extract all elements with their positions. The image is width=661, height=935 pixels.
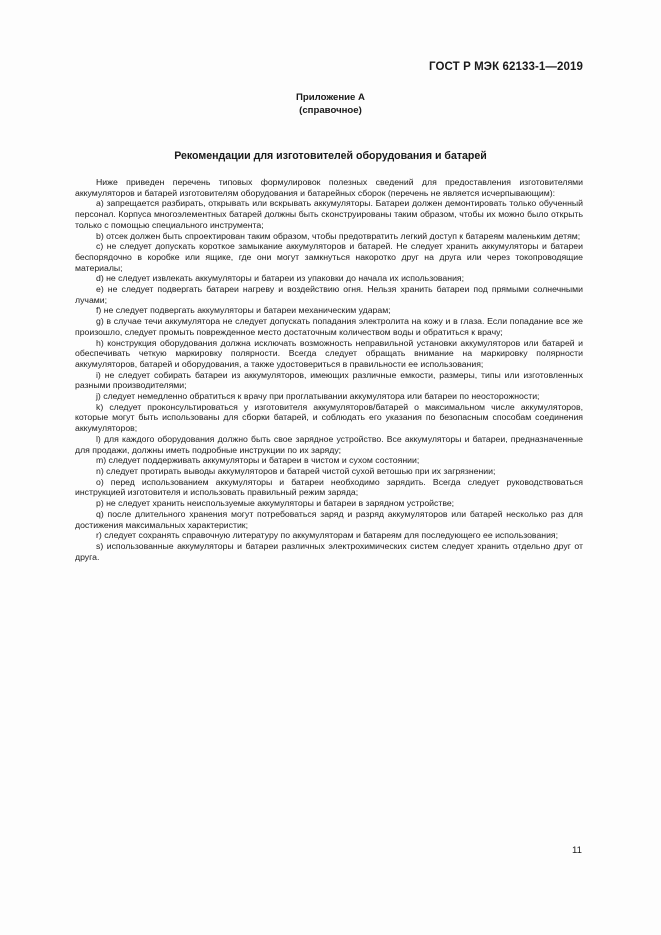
appendix-title: Приложение А <box>296 92 365 103</box>
list-item-c: c) не следует допускать короткое замыкание аккумуляторов и батарей. Не следует хранить аккумуляторы и батареи беспорядочно в коробке или ящике, где они могут замкнуться накоротко друг на друга или через токопроводящие материалы; <box>75 241 583 273</box>
list-item-m: m) следует поддерживать аккумуляторы и батареи в чистом и сухом состоянии; <box>96 455 420 466</box>
section-title: Рекомендации для изготовителей оборудования и батарей <box>174 150 487 162</box>
list-item-p: p) не следует хранить неиспользуемые аккумуляторы и батареи в зарядном устройстве; <box>96 498 455 509</box>
body-text <box>75 177 583 562</box>
list-item-f: f) не следует подвергать аккумуляторы и батареи механическим ударам; <box>96 305 391 316</box>
list-item-b: b) отсек должен быть спроектирован таким образом, чтобы предотвратить легкий доступ к батареям маленьким детям; <box>96 230 581 241</box>
list-item-g: g) в случае течи аккумулятора не следует допускать попадания электролита на кожу и в глаза. Если попадание все же произошло, следует промыть поврежденное место достаточным количеством воды и обратиться к врачу; <box>75 316 583 337</box>
list-item-o: o) перед использованием аккумуляторы и батареи необходимо зарядить. Всегда следует руководствоваться инструкцией изготовителя и использовать правильный режим заряда; <box>75 476 583 498</box>
list-item-n: n) следует протирать выводы аккумуляторов и батарей чистой сухой ветошью при их загрязнении; <box>96 465 496 476</box>
list-item-a: a) запрещается разбирать, открывать или вскрывать аккумуляторы. Батареи должен демонтировать только обученный персонал. Корпуса многоэлементных батарей должны быть сконструированы таким образом, чтобы их можно было открыть только с помощью специального инструмента; <box>75 198 583 230</box>
list-item-l: l) для каждого оборудования должно быть свое зарядное устройство. Все аккумуляторы и батареи, предназначенные для продажи, должны иметь подробные инструкции по их заряду; <box>75 433 583 455</box>
list-item-e: e) не следует подвергать батареи нагреву и воздействию огня. Нельзя хранить батареи под прямыми солнечными лучами; <box>75 284 583 305</box>
list-item-s: s) использованные аккумуляторы и батареи различных электрохимических систем следует хранить отдельно друг от друга. <box>75 540 583 562</box>
list-item-r: r) следует сохранять справочную литературу по аккумуляторам и батареям для последующего ее использования; <box>96 530 559 541</box>
page-number: 11 <box>572 845 582 856</box>
list-item-d: d) не следует извлекать аккумуляторы и батареи из упаковки до начала их использования; <box>96 273 465 284</box>
appendix-heading <box>0 91 661 117</box>
intro-paragraph: Ниже приведен перечень типовых формулировок полезных сведений для предоставления изготовителями аккумуляторов и батарей изготовителям оборудования и батарейных сборок (перечень не является исчерпывающим): <box>75 177 583 198</box>
list-item-i: i) не следует собирать батареи из аккумуляторов, имеющих различные емкости, размеры, типы или изготовленных разными производителями; <box>75 369 583 391</box>
list-item-q: q) после длительного хранения могут потребоваться заряд и разряд аккумуляторов или батарей несколько раз для достижения максимальных характеристик; <box>75 508 583 530</box>
list-item-h: h) конструкция оборудования должна исключать возможность неправильной установки аккумуляторов или батарей и обеспечивать четкую маркировку полярности. Всегда следует обращать внимание на маркировку полярности аккумуляторов, батарей и оборудования, а также удостовериться в правильности ее использования; <box>75 337 583 369</box>
list-item-k: k) следует проконсультироваться у изготовителя аккумуляторов/батарей о максимальном числе аккумуляторов, которые могут быть использованы для сборки батарей, и соблюдать его указания по безопасным способам соединения аккумуляторов; <box>75 401 583 434</box>
list-item-j: j) следует немедленно обратиться к врачу при проглатывании аккумулятора или батареи по неосторожности; <box>96 391 540 402</box>
appendix-subtitle: (справочное) <box>299 105 362 116</box>
standard-header: ГОСТ Р МЭК 62133-1—2019 <box>429 61 583 73</box>
